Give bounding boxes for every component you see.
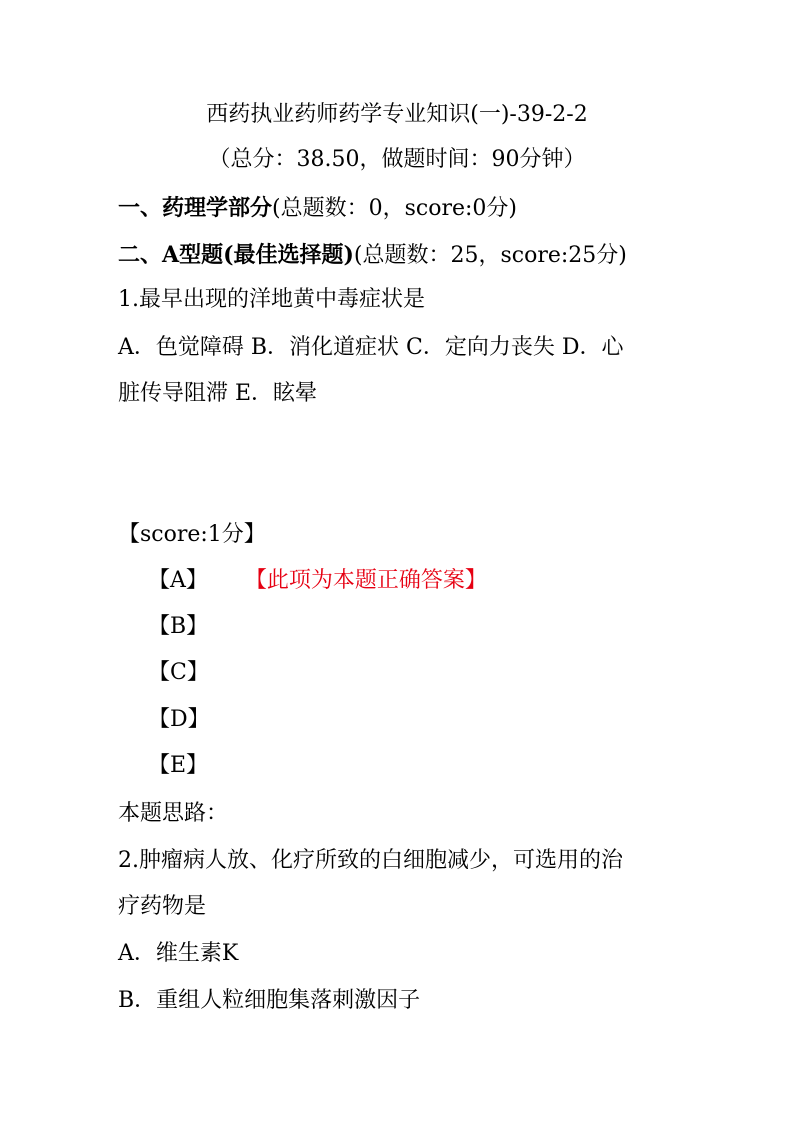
answer-label: 【C】	[148, 660, 209, 685]
question-1-options-line-1: A．色觉障碍 B．消化道症状 C．定向力丧失 D．心	[118, 335, 624, 360]
section-prefix: 二、	[118, 242, 163, 268]
question-2-option-b: B．重组人粒细胞集落刺激因子	[118, 988, 421, 1013]
question-2-stem-line-2: 疗药物是	[118, 894, 207, 919]
document-subtitle: （总分：38.50，做题时间：90分钟）	[208, 147, 586, 172]
question-1-analysis: 本题思路：	[118, 801, 229, 826]
correct-answer-note: 【此项为本题正确答案】	[244, 568, 487, 593]
section-heading-2	[118, 240, 627, 271]
answer-label: 【D】	[148, 707, 210, 732]
section-prefix: 一、	[118, 195, 163, 221]
answer-label: 【B】	[148, 614, 209, 639]
question-1-options-line-2: 脏传导阻滞 E．眩晕	[118, 381, 318, 406]
answer-row-a	[148, 566, 487, 596]
document-title: 西药执业药师药学专业知识(一)-39-2-2	[206, 102, 588, 127]
section-meta: (总题数：0，score:0分)	[272, 196, 517, 221]
section-title: 药理学部分	[162, 195, 273, 221]
section-title: A型题(最佳选择题)	[162, 242, 354, 268]
answer-label: 【A】	[148, 568, 208, 593]
question-2-stem-line-1: 2.肿瘤病人放、化疗所致的白细胞减少，可选用的治	[118, 848, 623, 873]
question-2-option-a: A．维生素K	[118, 941, 239, 966]
answer-label: 【E】	[148, 753, 209, 778]
answer-row-d	[148, 705, 210, 735]
answer-row-c	[148, 658, 209, 688]
section-meta: (总题数：25，score:25分)	[353, 243, 627, 268]
answer-row-b	[148, 612, 208, 642]
answer-row-e	[148, 751, 208, 781]
question-1-score: 【score:1分】	[118, 522, 266, 547]
section-heading-1	[118, 193, 517, 224]
question-1-stem: 1.最早出现的洋地黄中毒症状是	[118, 287, 425, 312]
